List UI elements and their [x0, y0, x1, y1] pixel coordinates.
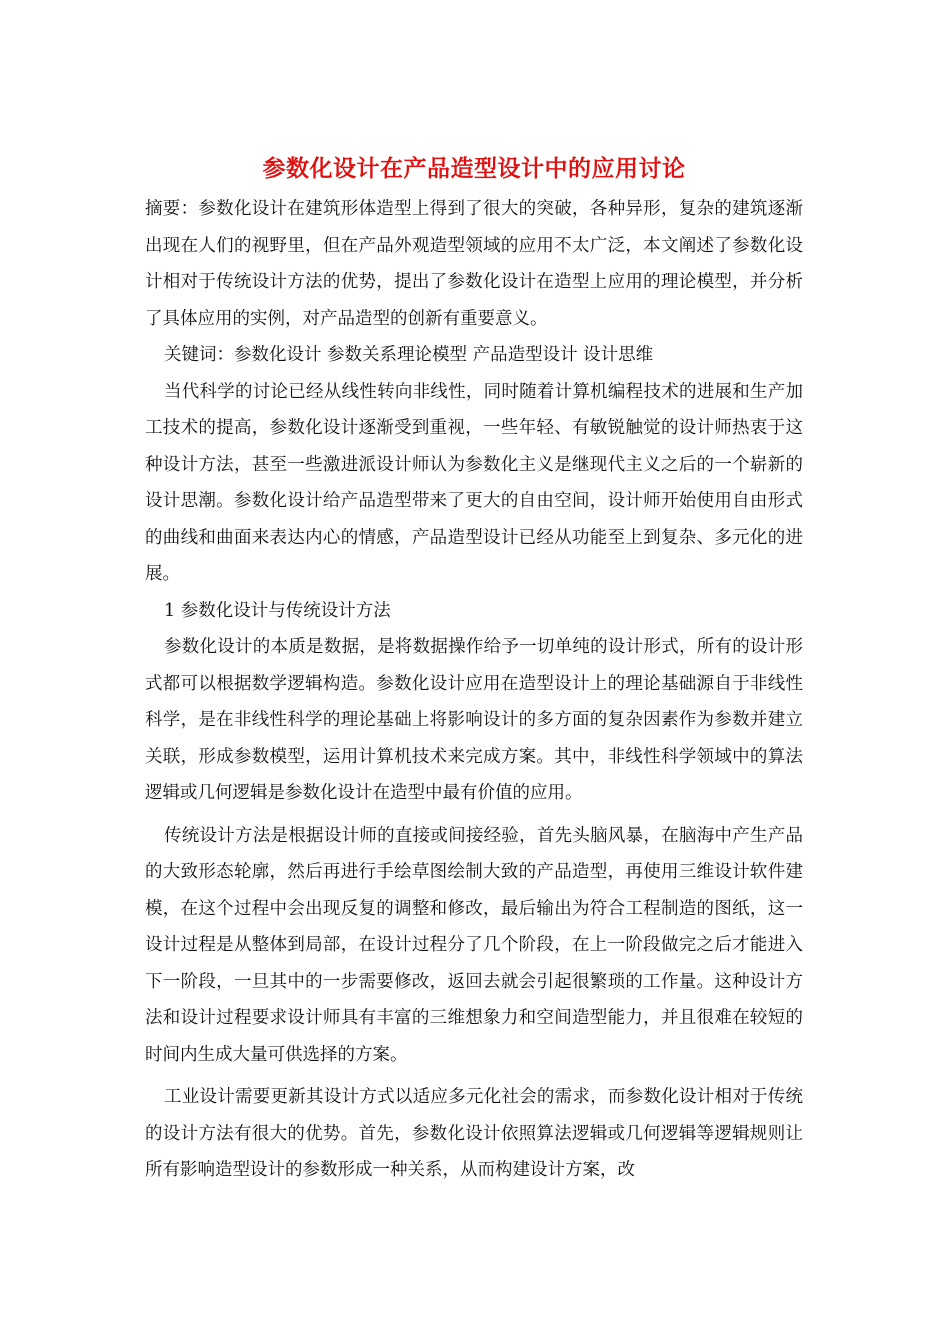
document-page [145, 150, 803, 1189]
body-paragraph-2: 传统设计方法是根据设计师的直接或间接经验，首先头脑风暴，在脑海中产生产品的大致形态轮廓，然后再进行手绘草图绘制大致的产品造型，再使用三维设计软件建模，在这个过程中会出现反复的调整和修改，最后输出为符合工程制造的图纸，这一设计过程是从整体到局部，在设计过程分了几个阶段，在上一阶段做完之后才能进入下一阶段，一旦其中的一步需要修改，返回去就会引起很繁琐的工作量。这种设计方法和设计过程要求设计师具有丰富的三维想象力和空间造型能力，并且很难在较短的时间内生成大量可供选择的方案。 [145, 825, 803, 1065]
body-paragraph-3: 工业设计需要更新其设计方式以适应多元化社会的需求，而参数化设计相对于传统的设计方法有很大的优势。首先，参数化设计依照算法逻辑或几何逻辑等逻辑规则让所有影响造型设计的参数形成一种关系，从而构建设计方案，改 [145, 1087, 803, 1180]
abstract-paragraph: 摘要：参数化设计在建筑形体造型上得到了很大的突破，各种异形，复杂的建筑逐渐出现在人们的视野里，但在产品外观造型领域的应用不太广泛，本文阐述了参数化设计相对于传统设计方法的优势，提出了参数化设计在造型上应用的理论模型，并分析了具体应用的实例，对产品造型的创新有重要意义。 [145, 199, 803, 329]
body-paragraph-1: 参数化设计的本质是数据，是将数据操作给予一切单纯的设计形式，所有的设计形式都可以根据数学逻辑构造。参数化设计应用在造型设计上的理论基础源自于非线性科学，是在非线性科学的理论基础上将影响设计的多方面的复杂因素作为参数并建立关联，形成参数模型，运用计算机技术来完成方案。其中，非线性科学领域中的算法逻辑或几何逻辑是参数化设计在造型中最有价值的应用。 [145, 637, 803, 803]
section-1-heading: 1 参数化设计与传统设计方法 [164, 600, 391, 621]
keywords-line: 关键词：参数化设计 参数关系理论模型 产品造型设计 设计思维 [164, 345, 654, 365]
intro-paragraph: 当代科学的讨论已经从线性转向非线性，同时随着计算机编程技术的进展和生产加工技术的提高，参数化设计逐渐受到重视，一些年轻、有敏锐触觉的设计师热衷于这种设计方法，甚至一些激进派设计师认为参数化主义是继现代主义之后的一个崭新的设计思潮。参数化设计给产品造型带来了更大的自由空间，设计师开始使用自由形式的曲线和曲面来表达内心的情感，产品造型设计已经从功能至上到复杂、多元化的进展。 [145, 381, 803, 584]
document-title: 参数化设计在产品造型设计中的应用讨论 [262, 155, 686, 182]
